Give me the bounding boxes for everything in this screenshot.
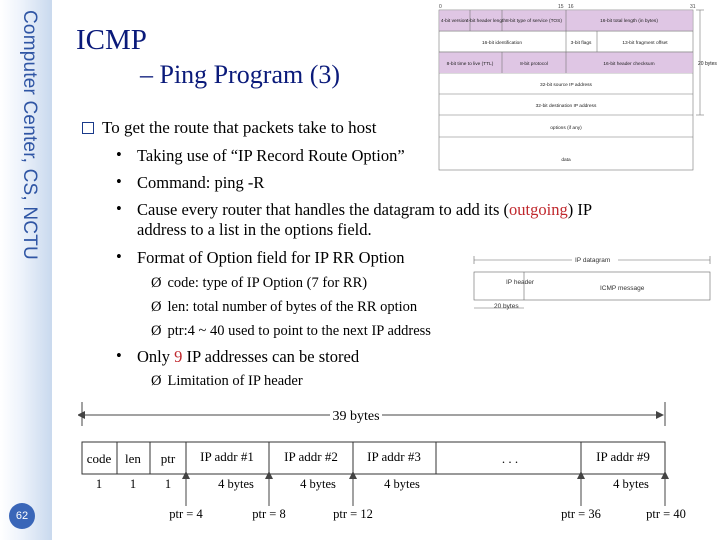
tick-0: 0: [439, 4, 442, 10]
sidebar-title: Computer Center, CS, NCTU: [19, 10, 40, 260]
nine-highlight: 9: [174, 347, 183, 366]
size-len: 1: [129, 477, 137, 491]
label-dots: . . .: [501, 451, 519, 466]
arrow-bullet-icon: Ø: [151, 323, 162, 339]
size-code: 1: [95, 477, 103, 491]
limitation-item: Ø Limitation of IP header: [151, 373, 303, 389]
label-len: len: [125, 451, 141, 466]
outgoing-highlight: outgoing: [509, 200, 568, 219]
option-item-code: Ø code: type of IP Option (7 for RR): [151, 275, 368, 291]
label-ip1: IP addr #1: [200, 449, 254, 464]
hdr-proto: 8-bit protocol: [520, 62, 548, 67]
arrow-bullet-icon: Ø: [151, 373, 162, 389]
slide-title: ICMP: [76, 24, 147, 56]
sub-bullet-1-text: Taking use of “IP Record Route Option”: [137, 146, 405, 165]
hdr-frag: 13-bit fragment offset: [622, 41, 668, 46]
size-ip9: 4 bytes: [613, 477, 649, 491]
dgram-header: IP header: [506, 279, 535, 286]
dgram-message: ICMP message: [600, 285, 645, 292]
arrow-bullet-icon: Ø: [151, 275, 162, 291]
sub-bullet-2-text: Command: ping -R: [137, 173, 265, 192]
hdr-ttl: 8-bit time to live (TTL): [446, 62, 494, 67]
slide-subtitle: – Ping Program (3): [140, 60, 341, 89]
size-ip2: 4 bytes: [300, 477, 336, 491]
bullet-dot-icon: •: [116, 172, 122, 191]
size-ip1: 4 bytes: [218, 477, 254, 491]
ptr-4: ptr = 4: [169, 507, 203, 521]
option-item-len: Ø len: total number of bytes of the RR option: [151, 299, 418, 315]
bullet-dot-icon: •: [116, 346, 122, 365]
ptr-8: ptr = 8: [252, 507, 286, 521]
hdr-checksum: 16-bit header checksum: [603, 62, 655, 67]
checkbox-bullet-icon: [82, 122, 94, 134]
hdr-tos: 8-bit type of service (TOS): [506, 19, 562, 24]
ptr-36: ptr = 36: [561, 507, 601, 521]
label-ip3: IP addr #3: [367, 449, 421, 464]
ip-header-figure: [436, 0, 720, 180]
rr-option-diagram: [78, 400, 698, 530]
sub-bullet-4-text: Format of Option field for IP RR Option: [137, 248, 405, 267]
label-ip2: IP addr #2: [284, 449, 338, 464]
main-bullet-text: To get the route that packets take to host: [102, 118, 377, 137]
hdr-version: 4-bit version: [440, 19, 468, 24]
arrow-bullet-icon: Ø: [151, 299, 162, 315]
hdr-flags: 3-bit flags: [570, 41, 592, 46]
hdr-total-len: 16-bit total length (in bytes): [600, 19, 658, 24]
label-ip9: IP addr #9: [596, 449, 650, 464]
sub-bullet-3-text: Cause every router that handles the datagram to add its (outgoing) IP: [137, 200, 593, 219]
size-ptr: 1: [164, 477, 172, 491]
sidebar: [0, 0, 52, 540]
tick-31: 31: [690, 4, 696, 10]
label-code: code: [86, 451, 112, 466]
label-ptr: ptr: [160, 451, 176, 466]
hdr-data: data: [561, 158, 571, 163]
bullet-dot-icon: •: [116, 247, 122, 266]
hdr-ident: 16-bit identification: [482, 41, 522, 46]
hdr-src: 32-bit source IP address: [540, 83, 592, 88]
hdr-dst: 32-bit destination IP address: [535, 104, 597, 109]
total-size: 39 bytes: [332, 409, 380, 424]
bullet-dot-icon: •: [116, 199, 122, 218]
option-item-ptr: Ø ptr:4 ~ 40 used to point to the next IP address: [151, 323, 431, 339]
ptr-12: ptr = 12: [333, 507, 373, 521]
tick-15: 15: [558, 4, 564, 10]
sub-bullet-5-text: Only 9 IP addresses can be stored: [137, 347, 360, 366]
sub-bullet-3-line2: address to a list in the options field.: [137, 220, 372, 239]
bullet-dot-icon: •: [116, 145, 122, 164]
hdr-hlen: 4-bit header length: [465, 19, 507, 24]
ip-datagram-figure: [472, 250, 712, 316]
hdr-options: options (if any): [550, 126, 582, 131]
page-number: 62: [9, 503, 35, 529]
tick-16: 16: [568, 4, 574, 10]
hdr-bytes: 20 bytes: [698, 61, 717, 67]
main-bullet: [82, 118, 377, 138]
ptr-40: ptr = 40: [646, 507, 686, 521]
dgram-title: IP datagram: [575, 257, 611, 264]
size-ip3: 4 bytes: [384, 477, 420, 491]
dgram-bytes: 20 bytes: [494, 303, 519, 310]
